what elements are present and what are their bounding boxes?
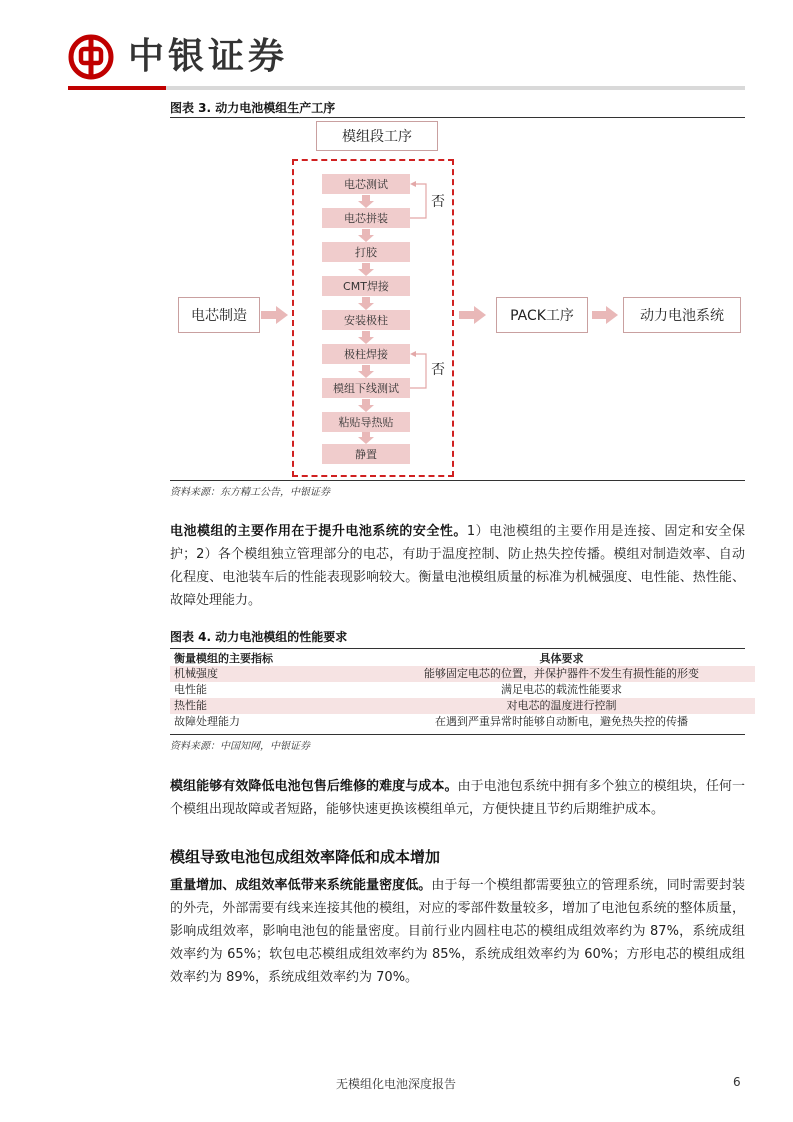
battery-system-box: 动力电池系统 <box>623 297 741 333</box>
figure3-bottom-rule <box>170 480 745 481</box>
table-cell-metric: 电性能 <box>174 683 207 696</box>
paragraph-module-role <box>170 520 745 612</box>
bank-of-china-logo <box>68 34 114 80</box>
header-accent <box>68 86 166 90</box>
step-offline-test: 模组下线测试 <box>322 378 410 398</box>
paragraph-energy-density-lead: 重量增加、成组效率低带来系统能量密度低。 <box>170 878 432 893</box>
loop-no-label-2: 否 <box>431 362 445 378</box>
table-header-row <box>170 650 755 666</box>
table-cell-metric: 故障处理能力 <box>174 715 240 728</box>
table-row <box>170 666 755 682</box>
brand-name: 中银证券 <box>128 35 289 77</box>
table-row <box>170 698 755 714</box>
figure4-source: 资料来源：中国知网，中银证券 <box>170 741 310 752</box>
figure3-source: 资料来源：东方精工公告，中银证券 <box>170 487 330 498</box>
retest-loop-arrow-2 <box>408 348 432 392</box>
table-cell-requirement: 满足电芯的载流性能要求 <box>501 683 622 696</box>
figure4-title: 图表 4. 动力电池模组的性能要求 <box>170 630 348 644</box>
step-rest: 静置 <box>322 444 410 464</box>
paragraph-maintenance-text: 由于电池包系统中拥有多个独立的模组块，任何一个模组出现故障或者短路，能够快速更换该模组单元，方便快捷且节约后期维护成本。 <box>170 779 745 817</box>
step-cmt-welding: CMT焊接 <box>322 276 410 296</box>
table-cell-metric: 热性能 <box>170 698 368 714</box>
figure4-bottom-rule <box>170 734 745 735</box>
paragraph-module-role-text: 1）电池模组的主要作用是连接、固定和安全保护；2）各个模组独立管理部分的电芯，有助于温度控制、防止热失控传播。模组对制造效率、自动化程度、电池装车后的性能表现影响较大。衡量电池模组质量的标准为机械强度、电性能、热性能、故障处理能力。 <box>170 524 745 608</box>
table-header-metric: 衡量模组的主要指标 <box>174 652 273 665</box>
figure3-top-rule <box>170 117 745 118</box>
performance-table <box>170 650 755 730</box>
step-terminal-welding: 极柱焊接 <box>322 344 410 364</box>
section-title: 模组导致电池包成组效率降低和成本增加 <box>170 848 441 866</box>
step-down-arrows <box>356 194 376 454</box>
paragraph-maintenance-lead: 模组能够有效降低电池包售后维修的难度与成本。 <box>170 779 458 794</box>
footer-report-title: 无模组化电池深度报告 <box>336 1077 457 1091</box>
step-cell-assembly: 电芯拼装 <box>322 208 410 228</box>
arrow-to-module <box>258 304 292 326</box>
table-cell-requirement: 对电芯的温度进行控制 <box>368 698 755 714</box>
step-gluing: 打胶 <box>322 242 410 262</box>
figure3-title: 图表 3. 动力电池模组生产工序 <box>170 101 336 115</box>
step-cell-test: 电芯测试 <box>322 174 410 194</box>
pack-process-box: PACK工序 <box>496 297 588 333</box>
header-divider <box>68 86 745 90</box>
paragraph-energy-density <box>170 874 745 989</box>
step-thermal-pad: 粘贴导热贴 <box>322 412 410 432</box>
loop-no-label-1: 否 <box>431 194 445 210</box>
table-row <box>170 714 755 730</box>
table-cell-metric: 机械强度 <box>170 666 368 682</box>
step-install-terminal: 安装极柱 <box>322 310 410 330</box>
table-cell-requirement: 在遇到严重异常时能够自动断电，避免热失控的传播 <box>435 715 688 728</box>
table-row <box>170 682 755 698</box>
cell-manufacturing-box: 电芯制造 <box>178 297 260 333</box>
paragraph-module-role-lead: 电池模组的主要作用在于提升电池系统的安全性。 <box>170 524 467 539</box>
table-header-requirement: 具体要求 <box>539 652 584 665</box>
figure4-top-rule <box>170 648 745 649</box>
arrow-to-system <box>589 304 621 326</box>
stage-label-box: 模组段工序 <box>316 121 438 151</box>
paragraph-energy-density-text: 由于每一个模组都需要独立的管理系统，同时需要封装的外壳，外部需要有线来连接其他的模组，对应的零部件数量较多，增加了电池包系统的整体质量，影响成组效率，影响电池包的能量密度。目前行业内圆柱电芯的模组成组效率约为 87%，系统成组效率约为 65%；软包电芯模组成组效率约为 85%，系统成组效率约为 60%；方形电芯的模组成组效率约为 89%，系统成组效率约为 70%。 <box>170 878 745 985</box>
retest-loop-arrow-1 <box>408 178 432 222</box>
paragraph-maintenance <box>170 775 745 821</box>
table-cell-requirement: 能够固定电芯的位置，并保护器件不发生有损性能的形变 <box>368 666 755 682</box>
page-number: 6 <box>733 1075 741 1089</box>
arrow-to-pack <box>456 304 490 326</box>
